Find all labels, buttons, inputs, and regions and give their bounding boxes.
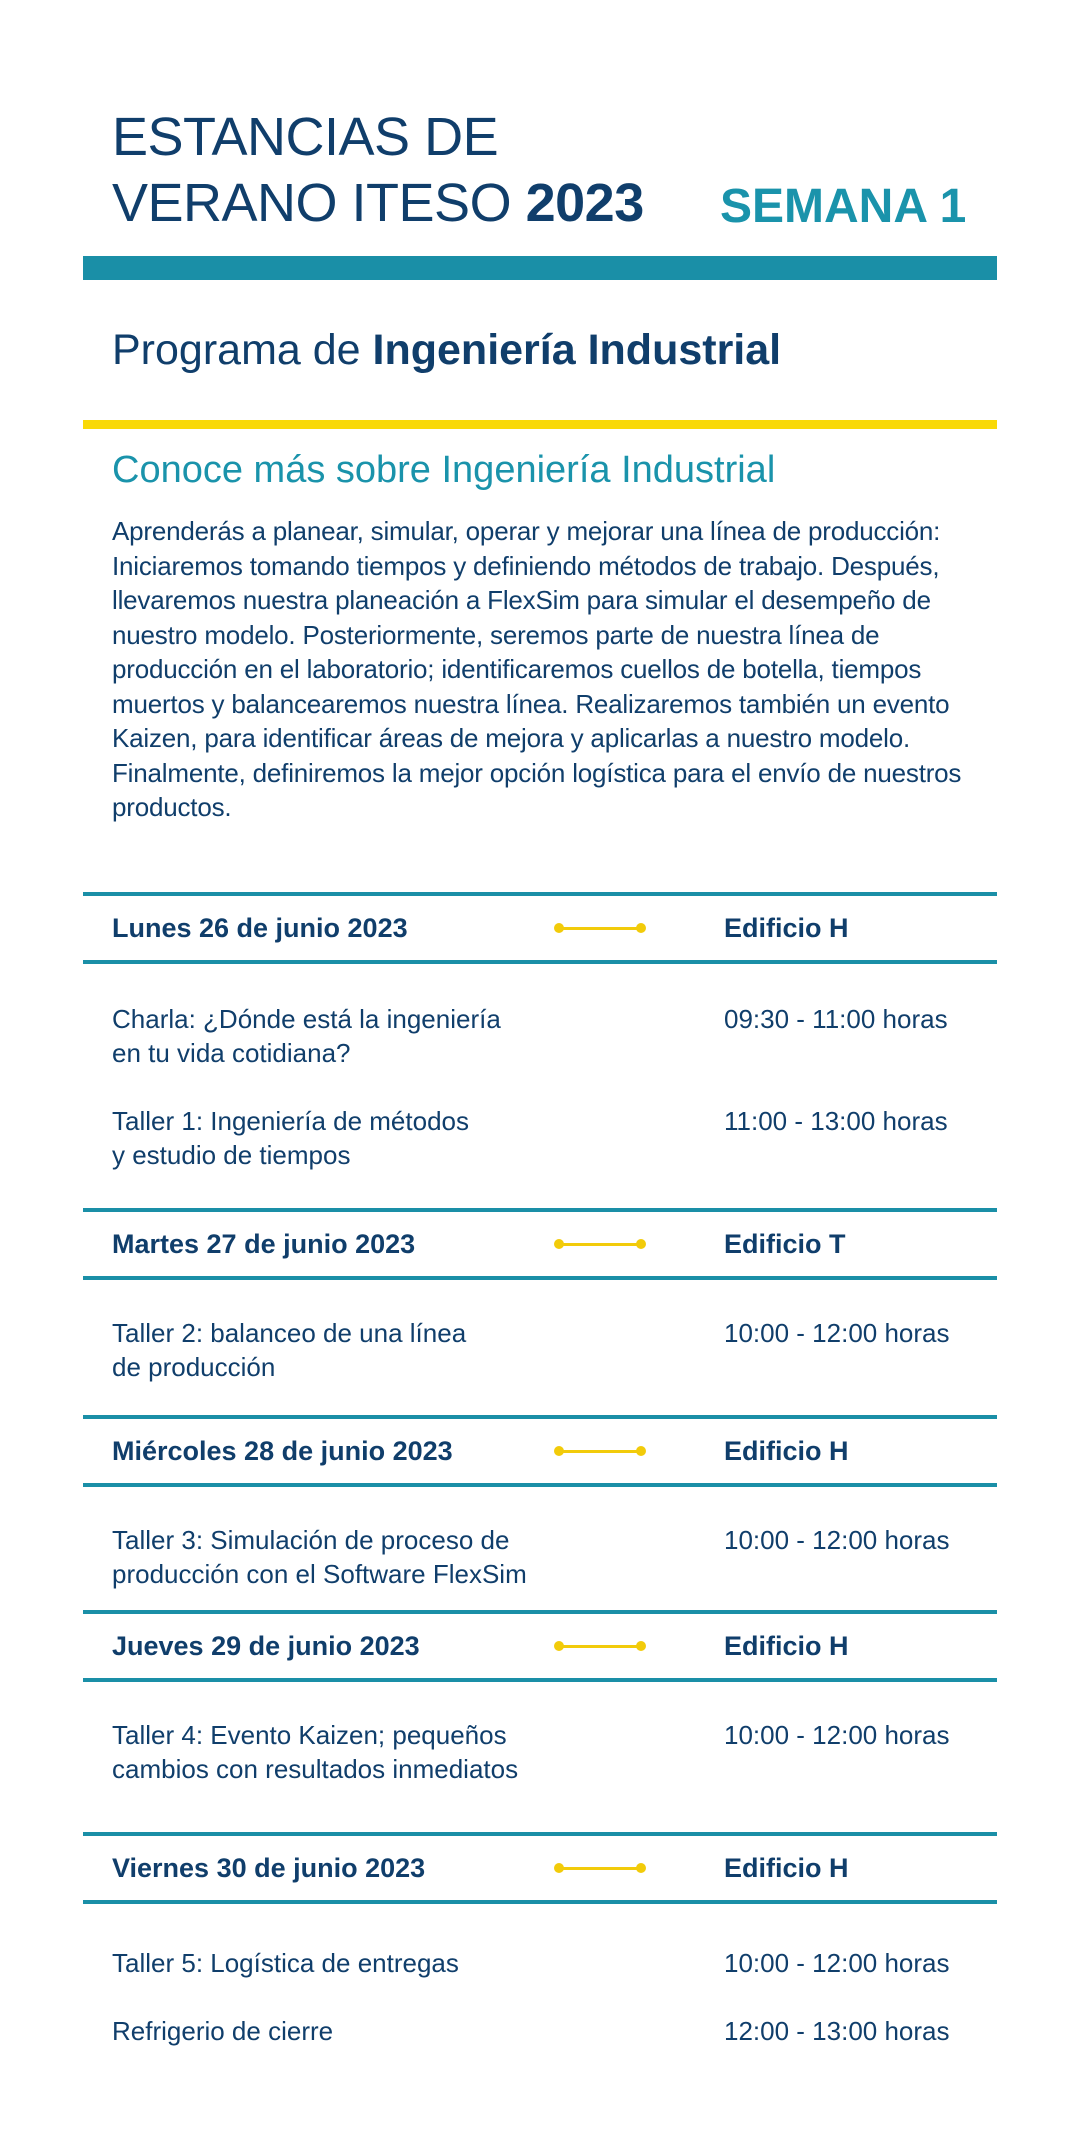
day-header [83, 892, 997, 964]
event-title: Taller 3: Simulación de proceso de producción con el Software FlexSim [112, 1525, 527, 1589]
connector-icon [554, 1446, 646, 1456]
connector-icon [554, 1239, 646, 1249]
about-body: Aprenderás a planear, simular, operar y mejorar una línea de producción: Iniciaremos tomando tiempos y definiendo métodos de trabajo. Después, llevaremos nuestra planeación a FlexSim para simular el desempeño de nuestro modelo. Posteriormente, seremos parte de nuestra línea de producción en el laboratorio; identificaremos cuellos de botella, tiempos muertos y balancearemos nuestra línea. Realizaremos también un evento Kaizen, para identificar áreas de mejora y aplicarlas a nuestro modelo. Finalmente, definiremos la mejor opción logística para el envío de nuestros productos. [112, 516, 962, 822]
event-time: 09:30 - 11:00 horas [724, 1004, 948, 1034]
event-time: 10:00 - 12:00 horas [724, 1318, 950, 1348]
day-date: Jueves 29 de junio 2023 [112, 1631, 420, 1661]
about-title: Conoce más sobre Ingeniería Industrial [112, 449, 776, 491]
event-time: 12:00 - 13:00 horas [724, 2016, 950, 2046]
event-title: Taller 5: Logística de entregas [112, 1948, 459, 1978]
day-header [83, 1610, 997, 1682]
day-date: Lunes 26 de junio 2023 [112, 913, 408, 943]
day-date: Martes 27 de junio 2023 [112, 1229, 416, 1259]
day-date: Miércoles 28 de junio 2023 [112, 1436, 453, 1466]
event-title: Taller 4: Evento Kaizen; pequeños cambios con resultados inmediatos [112, 1720, 519, 1784]
title-year: 2023 [525, 173, 644, 233]
day-place: Edificio H [724, 1631, 849, 1661]
day-place: Edificio T [724, 1229, 846, 1259]
event-title: Taller 2: balanceo de una línea de producción [112, 1318, 467, 1382]
event-time: 11:00 - 13:00 horas [724, 1106, 948, 1136]
event-time: 10:00 - 12:00 horas [724, 1720, 950, 1750]
day-place: Edificio H [724, 1436, 849, 1466]
program-prefix: Programa de [112, 326, 373, 374]
yellow-divider [83, 420, 997, 429]
program-name: Ingeniería Industrial [372, 326, 782, 374]
event-time: 10:00 - 12:00 horas [724, 1948, 950, 1978]
title-line-2: VERANO ITESO [112, 173, 526, 233]
event-title: Refrigerio de cierre [112, 2016, 334, 2046]
day-place: Edificio H [724, 913, 849, 943]
day-header [83, 1415, 997, 1487]
day-header [83, 1208, 997, 1280]
connector-icon [554, 1863, 646, 1873]
week-label: SEMANA 1 [720, 180, 967, 233]
connector-icon [554, 1641, 646, 1651]
event-title: Taller 1: Ingeniería de métodos y estudio de tiempos [112, 1106, 469, 1170]
connector-icon [554, 923, 646, 933]
program-heading [112, 322, 781, 378]
teal-divider [83, 256, 997, 280]
event-time: 10:00 - 12:00 horas [724, 1525, 950, 1555]
page-title [112, 104, 644, 236]
day-place: Edificio H [724, 1853, 849, 1883]
day-header [83, 1832, 997, 1904]
day-date: Viernes 30 de junio 2023 [112, 1853, 426, 1883]
event-title: Charla: ¿Dónde está la ingeniería en tu vida cotidiana? [112, 1004, 501, 1068]
title-line-1: ESTANCIAS DE [112, 107, 499, 167]
